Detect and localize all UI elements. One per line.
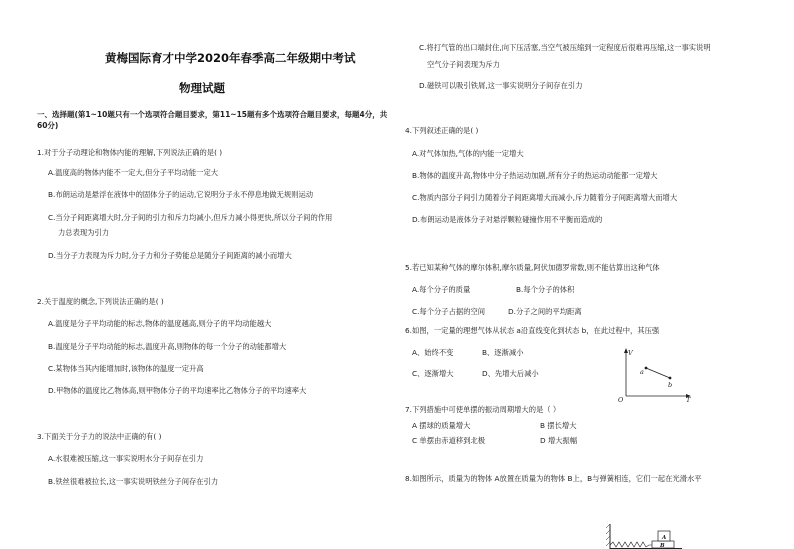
q6-option-d: D、先增大后减小 bbox=[482, 369, 539, 378]
q1-option-c-line1: C.当分子间距离增大时,分子间的引力和斥力均减小,但斥力减小得更快,所以分子间的作用 bbox=[48, 213, 333, 222]
q7-option-c: C 单摆由赤道移到北极 bbox=[412, 436, 486, 445]
q3-option-c-line1: C.将打气管的出口端封住,向下压活塞,当空气被压缩到一定程度后很难再压缩,这一事实说明 bbox=[419, 43, 711, 52]
q1-option-a: A.温度高的物体内能不一定大,但分子平均动能一定大 bbox=[48, 168, 219, 177]
q6-point-a-label: a bbox=[640, 368, 644, 376]
q8-spring bbox=[610, 542, 652, 547]
q3-option-a: A.水很难被压缩,这一事实说明水分子间存在引力 bbox=[48, 454, 204, 463]
q6-y-axis-label: V bbox=[628, 349, 633, 357]
q6-vt-diagram bbox=[618, 346, 696, 402]
exam-subtitle: 物理试题 bbox=[179, 81, 225, 95]
exam-title: 黄梅国际育才中学2020年春季高二年级期中考试 bbox=[105, 51, 356, 65]
q2-stem: 2.关于温度的概念,下列说法正确的是( ) bbox=[37, 297, 164, 306]
q4-option-a: A.对气体加热,气体的内能一定增大 bbox=[412, 149, 524, 158]
q5-option-d: D.分子之间的平均距离 bbox=[508, 307, 582, 316]
q5-option-a: A.每个分子的质量 bbox=[412, 285, 471, 294]
q3-stem: 3.下面关于分子力的说法中正确的有( ) bbox=[37, 432, 162, 441]
q4-option-b: B.物体的温度升高,物体中分子热运动加剧,所有分子的热运动动能都一定增大 bbox=[412, 171, 658, 180]
q5-option-c: C.每个分子占据的空间 bbox=[412, 307, 486, 316]
q3-option-b: B.铁丝很难被拉长,这一事实说明铁丝分子间存在引力 bbox=[48, 477, 219, 486]
q2-option-d: D.甲物体的温度比乙物体高,则甲物体分子的平均速率比乙物体分子的平均速率大 bbox=[48, 386, 307, 395]
q6-point-b bbox=[669, 377, 672, 380]
q7-option-d: D 增大振幅 bbox=[540, 436, 578, 445]
q1-option-b: B.布朗运动是悬浮在液体中的固体分子的运动,它说明分子永不停息地做无规则运动 bbox=[48, 190, 314, 199]
q6-point-a bbox=[645, 367, 648, 370]
q5-stem: 5.若已知某种气体的摩尔体积,摩尔质量,阿伏加德罗常数,则不能估算出这种气体 bbox=[405, 263, 660, 272]
q6-origin-label: O bbox=[618, 396, 624, 402]
q7-stem: 7.下列措施中可使单摆的振动周期增大的是（ ） bbox=[405, 405, 561, 414]
q1-option-c-line2: 力总表现为引力 bbox=[58, 228, 110, 237]
q6-option-a: A、始终不变 bbox=[412, 348, 454, 357]
q8-spring-diagram bbox=[604, 520, 684, 549]
q7-option-a: A 摆球的质量增大 bbox=[412, 421, 471, 430]
q2-option-a: A.温度是分子平均动能的标志,物体的温度越高,则分子的平均动能越大 bbox=[48, 319, 272, 328]
q1-stem: 1.对于分子动理论和物体内能的理解,下列说法正确的是( ) bbox=[37, 148, 223, 157]
q8-block-a-label: A bbox=[662, 535, 667, 541]
q8-wall-hatch bbox=[606, 524, 610, 528]
q4-option-d: D.布朗运动是液体分子对悬浮颗粒碰撞作用不平衡而造成的 bbox=[412, 215, 603, 224]
q1-option-d: D.当分子力表现为斥力时,分子力和分子势能总是随分子间距离的减小而增大 bbox=[48, 251, 292, 260]
q4-option-c: C.物质内部分子间引力随着分子间距离增大而减小,斥力随着分子间距离增大而增大 bbox=[412, 193, 678, 202]
q4-stem: 4.下列叙述正确的是( ) bbox=[405, 126, 479, 135]
q8-wall-hatch bbox=[606, 542, 610, 546]
q2-option-b: B.温度是分子平均动能的标志,温度升高,则物体的每一个分子的动能都增大 bbox=[48, 342, 287, 351]
q6-x-axis-label: T bbox=[686, 396, 691, 402]
section-instructions: 一、选择题(第1~10题只有一个选项符合题目要求，第11~15题有多个选项符合题目要求，每题4分，共60分) bbox=[37, 110, 388, 130]
q6-process-line bbox=[646, 368, 670, 378]
q5-option-b: B.每个分子的体积 bbox=[516, 285, 575, 294]
q6-option-c: C、逐渐增大 bbox=[412, 369, 454, 378]
q6-point-b-label: b bbox=[668, 381, 673, 389]
q7-option-b: B 摆长增大 bbox=[540, 421, 577, 430]
q8-block-b-label: B bbox=[660, 543, 665, 549]
q3-option-d: D.磁铁可以吸引铁屑,这一事实说明分子间存在引力 bbox=[419, 81, 583, 90]
q2-option-c: C.某物体当其内能增加时,该物体的温度一定升高 bbox=[48, 364, 204, 373]
q6-option-b: B、逐渐减小 bbox=[482, 348, 524, 357]
q6-stem: 6.如图，一定量的理想气体从状态 a沿直线变化到状态 b，在此过程中，其压强 bbox=[405, 326, 660, 335]
q8-wall-hatch bbox=[606, 530, 610, 534]
q8-wall-hatch bbox=[606, 536, 610, 540]
q3-option-c-line2: 空气分子间表现为斥力 bbox=[427, 60, 500, 69]
q8-stem: 8.如图所示，质量为的物体 A放置在质量为的物体 B上，B与弹簧相连，它们一起在光滑水平 bbox=[405, 474, 702, 483]
